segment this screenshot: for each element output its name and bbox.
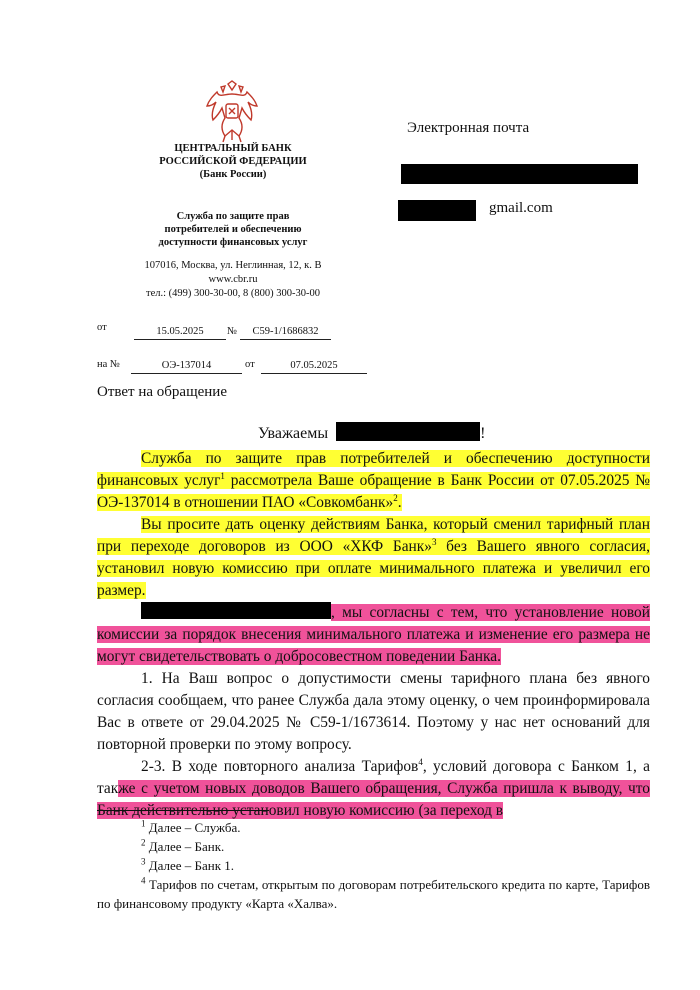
footnote-ref-3: 3 [431, 536, 437, 547]
in-reply-from-label: от [245, 359, 255, 370]
letter-date: 15.05.2025 [134, 325, 226, 340]
greeting [258, 422, 485, 443]
footnote-text: Далее – Банк. [145, 839, 225, 854]
email-label: Электронная почта [407, 120, 530, 136]
paragraph-2 [97, 514, 650, 602]
p5-text-a: 2-3. В ходе повторного анализа Тарифов [141, 758, 419, 775]
letter-number: С59-1/1686832 [240, 325, 331, 340]
footnote-ref-1: 1 [220, 470, 225, 481]
footnote [97, 856, 650, 875]
service-name-line: Служба по защите прав [176, 211, 290, 222]
service-name-line: доступности финансовых услуг [158, 237, 308, 248]
footnote-number: 3 [141, 856, 146, 867]
email-domain: gmail.com [489, 200, 553, 216]
bank-name-line: (Банк России) [199, 169, 267, 180]
from-label: от [97, 322, 107, 333]
website: www.cbr.ru [208, 274, 258, 285]
footnote [97, 818, 650, 837]
footnote-number: 2 [141, 837, 146, 848]
service-name-line: потребителей и обеспечению [164, 224, 302, 235]
highlight-pink: же с учетом новых доводов Вашего обращения, Служба пришла к выводу, что Банк действительно установил новую комиссию (за переход в [97, 780, 650, 819]
subject: Ответ на обращение [97, 384, 227, 400]
bank-name [118, 142, 348, 181]
letter-body [97, 448, 650, 822]
highlight-yellow [97, 516, 650, 599]
highlight-yellow [97, 450, 650, 511]
footnotes [97, 818, 650, 913]
redacted-recipient-name [401, 164, 638, 184]
number-label: № [227, 326, 238, 337]
p5-text-b: , условий договора с Банком 1, а так [97, 758, 650, 797]
footnote-number: 4 [141, 875, 146, 886]
paragraph-4: 1. На Ваш вопрос о допустимости смены тарифного плана без явного согласия сообщаем, что ранее Служба дала этому оценку, о чем проинформировала Вас в ответе от 29.04.2025 № С59-1/1673614. Поэтому у нас нет оснований для повторной проверки по этому вопросу. [97, 670, 650, 753]
bank-name-line: РОССИЙСКОЙ ФЕДЕРАЦИИ [159, 156, 307, 167]
paragraph-5 [97, 756, 650, 822]
p1-end: . [397, 494, 402, 511]
redacted-addressee-name [336, 422, 480, 441]
in-reply-label: на № [97, 359, 120, 370]
footnote-number: 1 [141, 818, 146, 829]
service-name [118, 210, 348, 249]
highlight-pink: , мы согласны с тем, что установление новой комиссии за порядок внесения минимального платежа и изменение его размера не могут свидетельствовать о добросовестном поведении Банка. [97, 604, 650, 665]
footnote-text: Далее – Банк 1. [145, 858, 235, 873]
footnote-text: Далее – Служба. [145, 820, 241, 835]
paragraph-1 [97, 448, 650, 514]
p1-text-b: рассмотрела Ваше обращение в Банк России от 07.05.2025 № ОЭ-137014 в отношении ПАО «Совкомбанк» [97, 472, 650, 511]
paragraph-3 [97, 602, 650, 668]
footnote [97, 875, 650, 913]
phone-line: тел.: (499) 300-30-00, 8 (800) 300-30-00 [145, 288, 320, 299]
footnote-text: Тарифов по счетам, открытым по договорам потребительского кредита по карте, Тарифов по финансовому продукту «Карта «Халва». [97, 877, 650, 911]
greeting-suffix: ! [480, 425, 486, 442]
redacted-name-block [141, 602, 331, 619]
in-reply-date: 07.05.2025 [261, 359, 367, 374]
footnote-separator [97, 810, 269, 811]
double-headed-eagle-emblem-icon [203, 80, 261, 144]
footnote-ref-2: 2 [393, 492, 398, 503]
redacted-email-user [398, 200, 476, 221]
in-reply-number: ОЭ-137014 [131, 359, 242, 374]
p2-text-b: без Вашего явного согласия, установил новую комиссию при оплате минимального платежа и увеличил его размер. [97, 538, 650, 599]
greeting-prefix: Уважаемы [258, 425, 329, 442]
address-line: 107016, Москва, ул. Неглинная, 12, к. В [144, 260, 322, 271]
bank-address [108, 259, 358, 301]
bank-name-line: ЦЕНТРАЛЬНЫЙ БАНК [174, 143, 292, 154]
footnote [97, 837, 650, 856]
p1-text-a: Служба по защите прав потребителей и обеспечению доступности финансовых услуг [97, 450, 650, 489]
p2-text-a: Вы просите дать оценку действиям Банка, который сменил тарифный план при переходе договоров из ООО «ХКФ Банк» [97, 516, 650, 555]
footnote-ref-4: 4 [418, 756, 423, 767]
